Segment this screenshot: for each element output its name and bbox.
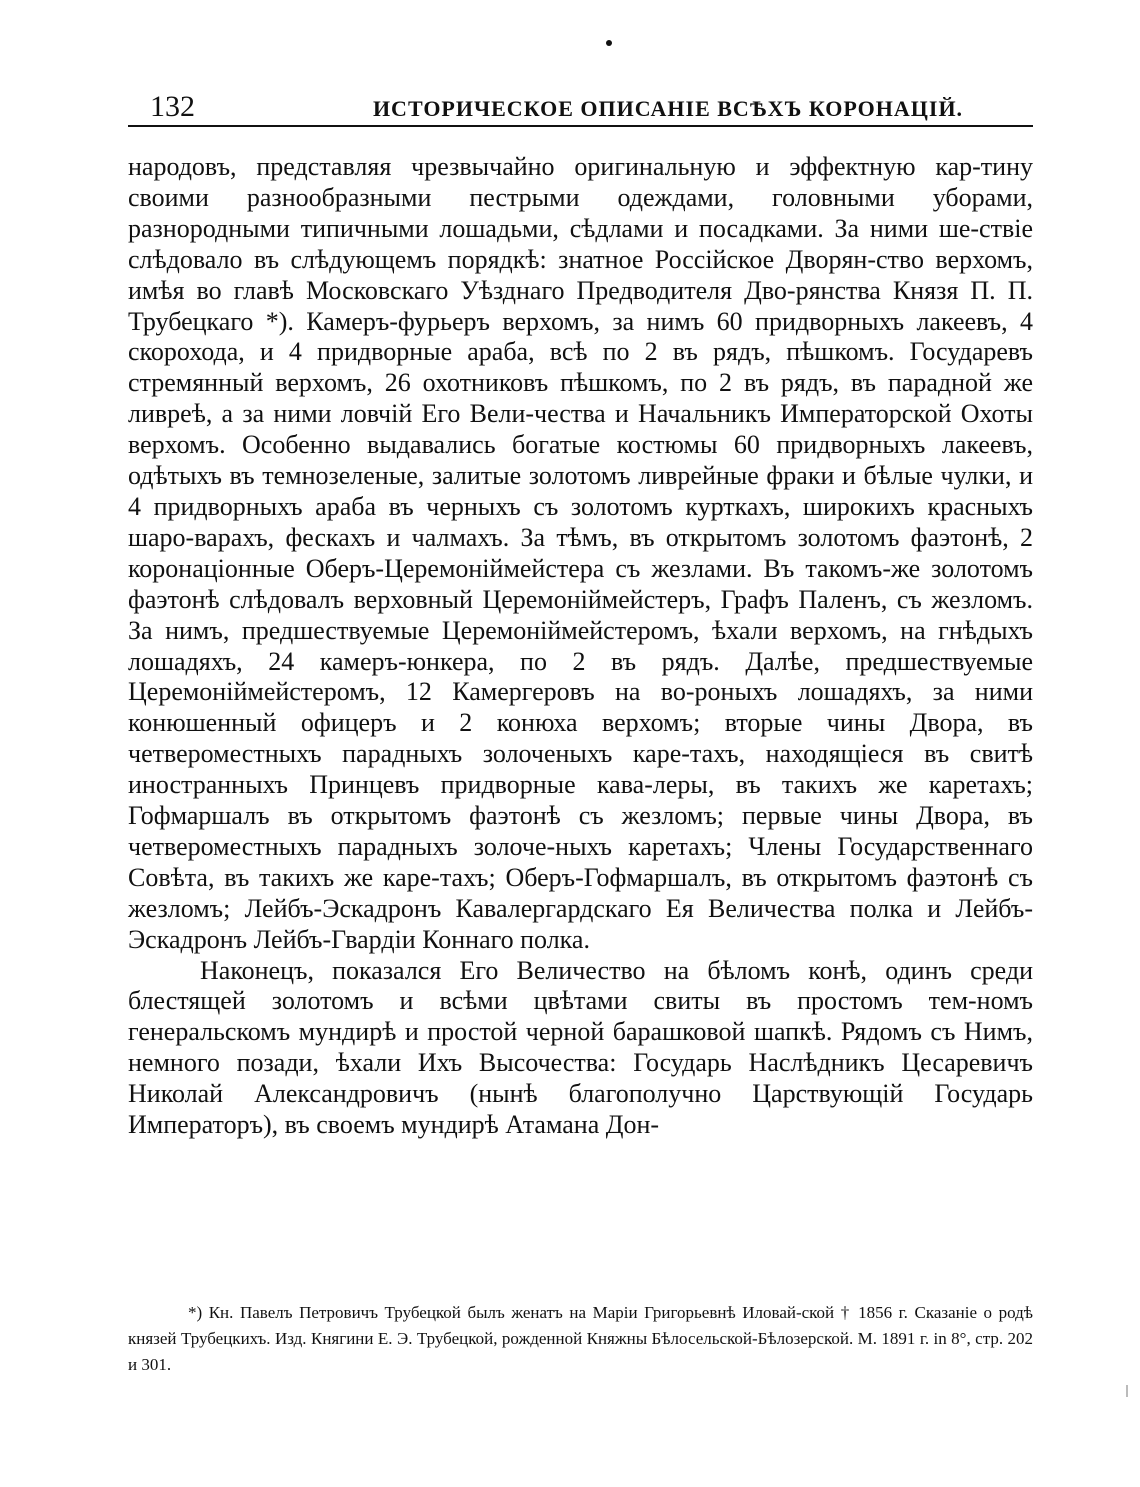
paragraph-2: Наконецъ, показался Его Величество на бѣломъ конѣ, одинъ среди блестящей золотомъ и всѣми цвѣтами свиты въ простомъ тем-номъ генеральскомъ мундирѣ и простой черной барашковой шапкѣ. Рядомъ съ Нимъ, немного позади, ѣхали Ихъ Высочества: Государь Наслѣдникъ Цесаревичъ Николай Александровичъ (нынѣ благополучно Царствующій Государь Императоръ), въ своемъ мундирѣ Атамана Дон- [128,955,1033,1140]
page-number: 132 [150,90,195,123]
paragraph-1: народовъ, представляя чрезвычайно оригинальную и эффектную кар-тину своими разнообразными пестрыми одеждами, головными уборами, разнородными типичными лошадьми, сѣдлами и посадками. За ними ше-ствіе слѣдовало въ слѣдующемъ порядкѣ: знатное Россійское Дворян-ство верхомъ, имѣя во главѣ Московскаго Уѣзднаго Предводителя Дво-рянства Князя П. П. Трубецкаго *). Камеръ-фурьеръ верхомъ, за нимъ 60 придворныхъ лакеевъ, 4 скорохода, и 4 придворные араба, всѣ по 2 въ рядъ, пѣшкомъ. Государевъ стремянный верхомъ, 26 охотниковъ пѣшкомъ, по 2 въ рядъ, въ парадной же ливреѣ, а за ними ловчій Его Вели-чества и Начальникъ Императорской Охоты верхомъ. Особенно выдавались богатые костюмы 60 придворныхъ лакеевъ, одѣтыхъ въ темнозеленые, залитые золотомъ ливрейные фраки и бѣлые чулки, и 4 придворныхъ араба въ черныхъ съ золотомъ курткахъ, широкихъ красныхъ шаро-варахъ, фескахъ и чалмахъ. За тѣмъ, въ открытомъ золотомъ фаэтонѣ, 2 коронаціонные Оберъ-Церемоніймейстера съ жезлами. Въ такомъ-же золотомъ фаэтонѣ слѣдовалъ верховный Церемоніймейстеръ, Графъ Паленъ, съ жезломъ. За нимъ, предшествуемые Церемоніймейстеромъ, ѣхали верхомъ, на гнѣдыхъ лошадяхъ, 24 камеръ-юнкера, по 2 въ рядъ. Далѣе, предшествуемые Церемоніймейстеромъ, 12 Камергеровъ на во-роныхъ лошадяхъ, за ними конюшенный офицеръ и 2 конюха верхомъ; вторые чины Двора, въ четвероместныхъ парадныхъ золоченыхъ каре-тахъ, находящіеся въ свитѣ иностранныхъ Принцевъ придворные кава-леры, въ такихъ же каретахъ; Гофмаршалъ въ открытомъ фаэтонѣ съ жезломъ; первые чины Двора, въ четвероместныхъ парадныхъ золоче-ныхъ каретахъ; Члены Государственнаго Совѣта, въ такихъ же каре-тахъ; Оберъ-Гофмаршалъ, въ открытомъ фаэтонѣ съ жезломъ; Лейбъ-Эскадронъ Кавалергардскаго Ея Величества полка и Лейбъ-Эскадронъ Лейбъ-Гвардіи Коннаго полка. [128,152,1033,954]
scan-dot [606,40,612,46]
footnote: *) Кн. Павелъ Петровичъ Трубецкой былъ женатъ на Маріи Григорьевнѣ Иловай-ской † 1856 г. Сказаніе о родѣ князей Трубецкихъ. Изд. Княгини Е. Э. Трубецкой, рожденной Княжны Бѣлосельской-Бѣлозерской. М. 1891 г. in 8°, стр. 202 и 301. [128,1303,1033,1374]
page-header [128,88,1033,128]
running-title: ИСТОРИЧЕСКОЕ ОПИСАНІЕ ВСѢХЪ КОРОНАЦІЙ. [372,96,964,121]
body-text [128,152,1033,1141]
scan-edge-mark [1126,1385,1128,1397]
header-rule [128,125,1033,127]
